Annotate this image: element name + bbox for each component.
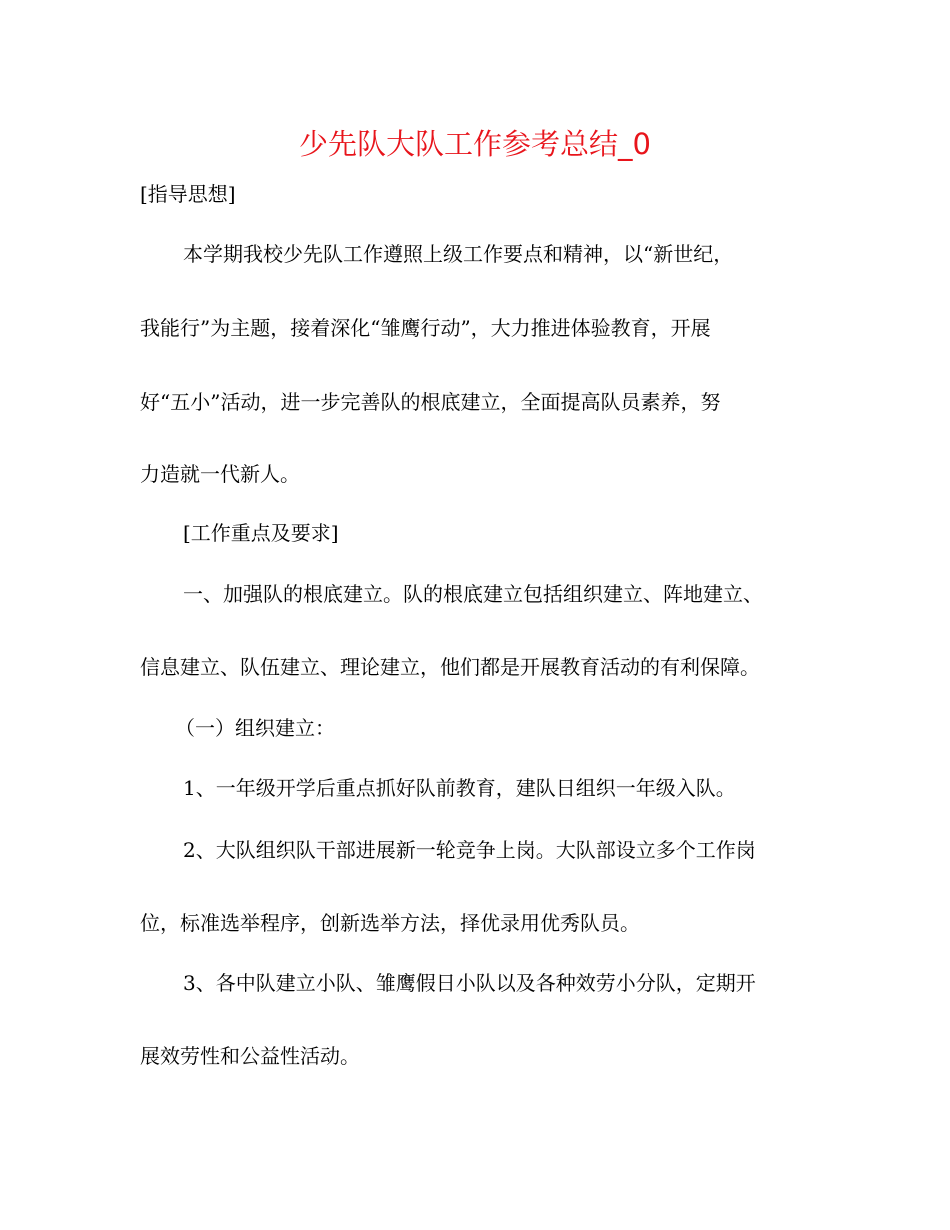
list-item: 2、大队组织队干部进展新一轮竞争上岗。大队部设立多个工作岗 bbox=[183, 838, 756, 862]
paragraph-line: 我能行”为主题，接着深化“雏鹰行动”，大力推进体验教育，开展 bbox=[140, 316, 711, 340]
paragraph-line: 本学期我校少先队工作遵照上级工作要点和精神，以“新世纪， bbox=[183, 242, 734, 266]
paragraph-line: 一、加强队的根底建立。队的根底建立包括组织建立、阵地建立、 bbox=[183, 582, 763, 606]
paragraph-line: 力造就一代新人。 bbox=[140, 462, 300, 486]
paragraph-line: 信息建立、队伍建立、理论建立，他们都是开展教育活动的有利保障。 bbox=[140, 655, 760, 679]
section-heading-work-focus: [工作重点及要求] bbox=[183, 521, 339, 545]
section-heading-guiding-ideology: [指导思想] bbox=[140, 182, 236, 206]
subsection-heading: （一）组织建立： bbox=[175, 716, 335, 740]
list-item: 3、各中队建立小队、雏鹰假日小队以及各种效劳小分队，定期开 bbox=[183, 971, 756, 995]
list-item-continuation: 展效劳性和公益性活动。 bbox=[140, 1044, 360, 1068]
list-item: 1、一年级开学后重点抓好队前教育，建队日组织一年级入队。 bbox=[183, 776, 736, 800]
document-title: 少先队大队工作参考总结_0 bbox=[299, 127, 651, 161]
list-item-continuation: 位，标准选举程序，创新选举方法，择优录用优秀队员。 bbox=[140, 911, 640, 935]
paragraph-line: 好“五小”活动，进一步完善队的根底建立，全面提高队员素养，努 bbox=[140, 390, 721, 414]
